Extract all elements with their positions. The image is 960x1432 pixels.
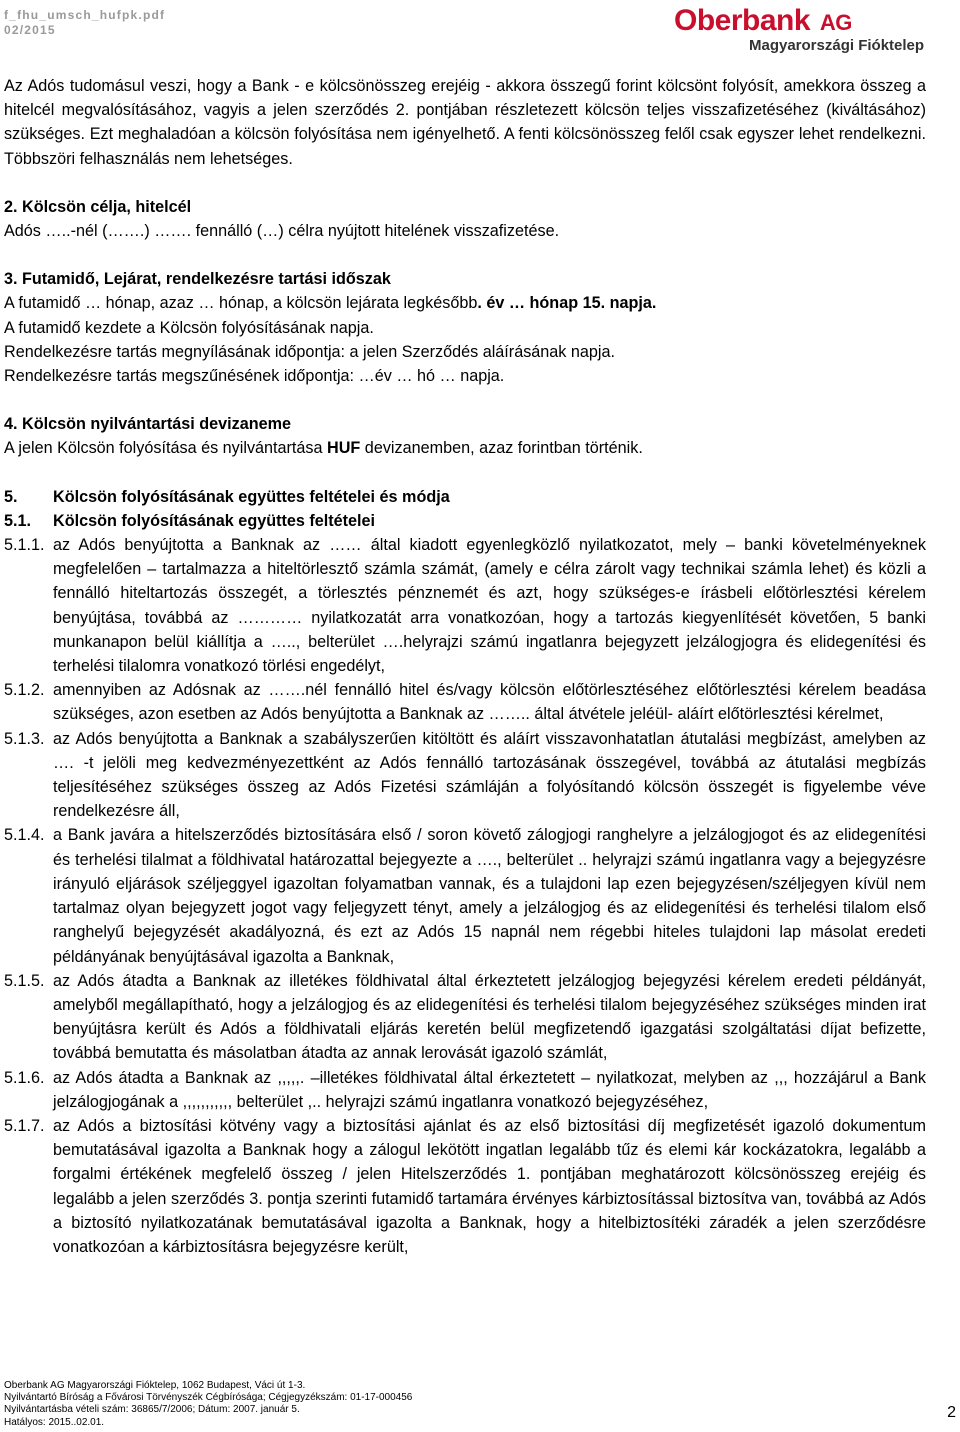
section-4-title: 4. Kölcsön nyilvántartási devizaneme	[4, 415, 291, 434]
page-footer	[4, 1380, 412, 1429]
condition-text: amennyiben az Adósnak az …….nél fennálló hitel és/vagy kölcsön előtörlesztéséhez előtörlesztési kérelem beadása szükséges, azon esetben az Adós benyújtotta a Banknak az …….. által átvétele jeléül- aláírt előtörlesztési kérelmet,	[53, 681, 926, 724]
section-3-title: 3. Futamidő, Lejárat, rendelkezésre tartási időszak	[4, 270, 391, 289]
condition-number: 5.1.5.	[4, 971, 45, 990]
condition-text: az Adós átadta a Banknak az ,,,,,. –illetékes földhivatal által érkeztetett – nyilatkozat, melyben az ,,, hozzájárul a Bank jelzálogjogának a ,,,,,,,,,,, belterület ,.. helyrajzi számú ingatlanra vonatkozó bejegyzéséhez,	[53, 1068, 926, 1111]
section-5-number: 5.	[4, 487, 18, 506]
condition-item	[4, 1066, 926, 1114]
section-4-currency: HUF	[327, 439, 361, 458]
condition-item	[4, 678, 926, 726]
condition-item	[4, 1114, 926, 1259]
footer-registration: Nyilvántartásba vételi szám: 36865/7/2006; Dátum: 2007. január 5.	[4, 1404, 300, 1416]
intro-paragraph: Az Adós tudomásul veszi, hogy a Bank - e kölcsönösszeg erejéig - akkora összegű forint kölcsönt folyósít, amekkora összeg a hitelcél megvalósításához, vagyis a jelen szerződés 2. pontjában részletezett kölcsön teljes visszafizetéséhez (kiváltásához) szükséges. Ezt meghaladóan a kölcsön folyósítása nem igényelhető. A fenti kölcsönösszeg felől csak egyszer lehet rendelkezni. Többszöri felhasználás nem lehetséges.	[4, 77, 926, 168]
section-5-1-number: 5.1.	[4, 511, 32, 530]
section-3-line-3: Rendelkezésre tartás megnyílásának időpontja: a jelen Szerződés aláírásának napja.	[4, 342, 615, 361]
condition-item	[4, 969, 926, 1066]
condition-number: 5.1.7.	[4, 1116, 45, 1135]
section-5-1-heading	[4, 509, 926, 533]
section-4-text	[4, 436, 926, 460]
condition-number: 5.1.4.	[4, 826, 45, 845]
section-5-1-title: Kölcsön folyósításának együttes feltételei	[53, 511, 376, 530]
footer-registry: Nyilvántartó Bíróság a Fővárosi Törvényszék Cégbírósága; Cégjegyzékszám: 01-17-000456	[4, 1392, 413, 1404]
section-5-title: Kölcsön folyósításának együttes feltételei és módja	[53, 487, 450, 506]
section-3-line-1	[4, 291, 926, 315]
condition-number: 5.1.1.	[4, 536, 45, 555]
condition-number: 5.1.6.	[4, 1068, 45, 1087]
section-4-text-pre: A jelen Kölcsön folyósítása és nyilvántartása	[4, 439, 328, 458]
section-3-line-4: Rendelkezésre tartás megszűnésének időpontja: …év … hó … napja.	[4, 367, 505, 386]
section-3-line-1-text: A futamidő … hónap, azaz … hónap, a kölcsön lejárata legkésőbb	[4, 294, 478, 313]
condition-text: az Adós a biztosítási kötvény vagy a biztosítási ajánlat és az első biztosítási díj megfizetését igazoló dokumentum bemutatásával igazolta a Banknak hogy a zálogul lekötött ingatlan legalább tűz és elemi kár kockázatokra, legalább a forgalmi értékének megfelelő összeg / jelen Hitelszerződés 1. pontjában meghatározott kölcsönösszeg erejéig és legalább a jelen szerződés 3. pontja szerinti futamidő tartamára érvényes kárbiztosítással biztosítva van, továbbá az Adós a biztosító nyilatkozatának bemutatásával igazolta a Banknak, hogy a hitelbiztosítéki záradék a jelen szerződésre vonatkozóan a kárbiztosításra bejegyzésre került,	[53, 1116, 926, 1256]
section-3-line-2: A futamidő kezdete a Kölcsön folyósításának napja.	[4, 318, 374, 337]
condition-text: az Adós benyújtotta a Banknak a szabályszerűen kitöltött és aláírt visszavonhatatlan átutalási megbízást, amelyben az …. -t jelöli meg kedvezményezettként az Adós fennálló tartozásának összegével, továbbá az átutalási megbízás teljesítéséhez szükséges összeg az Adós Fizetési számláján a folyósítandó kölcsön összegét is figyelembe véve rendelkezésre áll,	[53, 729, 926, 821]
logo-ag: AG	[819, 10, 852, 35]
oberbank-logo	[674, 4, 936, 56]
section-5-heading	[4, 485, 926, 509]
condition-item	[4, 727, 926, 824]
section-2-title: 2. Kölcsön célja, hitelcél	[4, 197, 192, 216]
condition-text: az Adós átadta a Banknak az illetékes földhivatal által érkeztetett jelzálogjog bejegyzési kérelem eredeti példányát, amelyből megállapítható, hogy a jelzálogjog és az elidegenítési és terhelési tilalom bejegyzéséhez szükséges minden irat benyújtásra került és Adós a földhivatali eljárás keretén belül megfizetendő igazgatási szolgáltatási díjat befizette, továbbá bemutatta és másolatban átadta az annak lerovását igazoló számlát,	[53, 971, 926, 1063]
footer-effective-date: Hatályos: 2015..02.01.	[4, 1416, 105, 1428]
condition-number: 5.1.2.	[4, 681, 45, 700]
condition-text: a Bank javára a hitelszerződés biztosítására első / soron követő zálogjogi ranghelyre a jelzálogjogot és az elidegenítési és terhelési tilalmat a földhivatal határozattal bejegyezte a …., belterület .. helyrajzi számú ingatlanra vagy a bejegyzésre irányuló eljárások széljeggyel igazoltan folyamatban vannak, és a tulajdoni lap ezen bejegyzésen/széljegyen kívül nem tartalmaz olyan bejegyzett jogot vagy feljegyzett tényt, amely a jelzálogjog és az elidegenítési és terhelési tilalom első ranghelyű bejegyzését akadályozná, és ezt az Adós 15 napnál nem régebbi hiteles tulajdoni lap másolat eredeti példányának benyújtásával igazolta a Banknak,	[53, 826, 926, 966]
document-header-meta	[4, 8, 165, 38]
logo-brand	[674, 4, 852, 40]
condition-item	[4, 823, 926, 968]
document-body	[4, 74, 926, 1259]
document-date: 02/2015	[4, 23, 56, 37]
file-name: f_fhu_umsch_hufpk.pdf	[4, 8, 166, 22]
condition-text: az Adós benyújtotta a Banknak az …… által kiadott egyenlegközlő nyilatkozatot, mely – banki követelményeknek megfelelően – tartalmazza a hiteltörlesztő számla számát, (amely e célra zárolt vagy technikai számla lehet) és közli a fennálló hiteltartozás összegét, a törlesztés pénznemét és azt, hogy szükséges-e írásbeli előtörlesztési kérelem benyújtása, továbbá az ………… nyilatkozatát arra vonatkozóan, hogy a tartozás kiegyenlítését követően, 5 banki munkanapon belül kiállítja a ….., belterület ….helyrajzi számú ingatlanra bejegyzett jelzálogjogra és elidegenítési és terhelési tilalomra vonatkozó törlési engedélyt,	[53, 536, 926, 676]
logo-brand-name: Oberbank	[674, 4, 811, 37]
section-2-text: Adós …..-nél (…….) ……. fennálló (…) célra nyújtott hitelének visszafizetése.	[4, 222, 560, 241]
condition-number: 5.1.3.	[4, 729, 45, 748]
section-4-text-post: devizanemben, azaz forintban történik.	[360, 439, 643, 458]
logo-subtitle: Magyarországi Fióktelep	[749, 37, 925, 54]
section-3-line-1-bold: . év … hónap 15. napja.	[477, 294, 657, 313]
footer-address: Oberbank AG Magyarországi Fióktelep, 1062 Budapest, Váci út 1-3.	[4, 1380, 306, 1391]
condition-item	[4, 533, 926, 678]
page-number: 2	[947, 1404, 956, 1421]
